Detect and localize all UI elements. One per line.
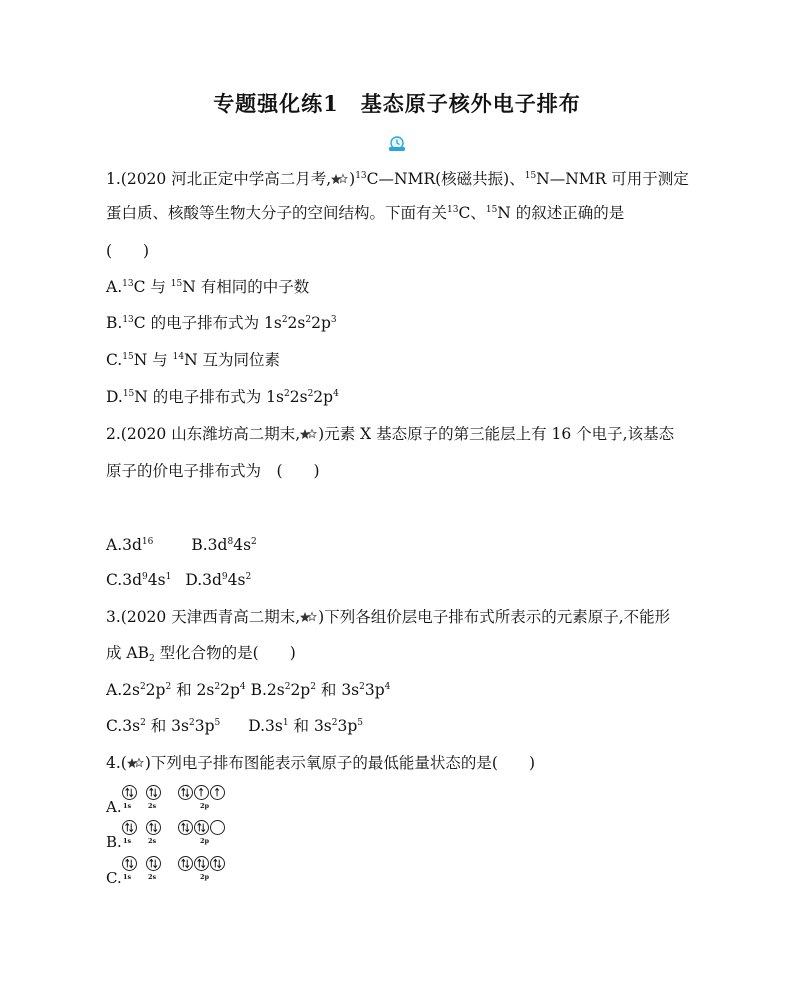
q3-option-a[interactable]: $A.2s^22p^2$ 和 $2s^22p^4$ <box>106 681 246 699</box>
orbital-label: 2s <box>148 802 157 810</box>
orbital-label: 2p <box>200 802 210 810</box>
q4-stem: 4.( )下列电子排布图能表示氧原子的最低能量状态的是( ) <box>106 754 535 772</box>
q2-stem-line1: 2.(2020 山东潍坊高二期末, )元素 X 基态原子的第三能层上有 16 个电子,该基态 <box>106 425 675 443</box>
orbital-up <box>210 785 225 800</box>
page-title: 专题强化练1 基态原子核外电子排布 <box>213 91 581 116</box>
q3-stem-line1: 3.(2020 天津西青高二期末, )下列各组价层电子排布式所表示的元素原子,不能形 <box>106 608 671 626</box>
option-letter: B. <box>106 833 122 851</box>
option-letter: C. <box>106 869 122 887</box>
electron-arrow-icon <box>211 857 224 870</box>
electron-arrow-icon <box>195 857 208 870</box>
q1-stem-line2: 蛋白质、核酸等生物大分子的空间结构。下面有关$^{13}$C、$^{15}$N 的叙述正确的是 <box>106 204 625 222</box>
electron-arrow-icon <box>179 857 192 870</box>
electron-arrow-icon <box>195 821 208 834</box>
orbital-label: 1s <box>123 837 132 845</box>
orbital-pair <box>122 856 137 871</box>
orbital-pair <box>194 820 209 835</box>
electron-arrow-icon <box>179 786 192 799</box>
orbital-pair <box>178 820 193 835</box>
q2-option-d[interactable]: $D.3d^94s^2$ <box>185 571 252 589</box>
q3-options-row1 <box>106 680 390 700</box>
q1-option-d[interactable]: D.$^{15}$N 的电子排布式为 $1s^22s^22p^4$ <box>106 388 339 406</box>
q3-option-d[interactable]: $D.3s^1$ 和 $3s^23p^5$ <box>248 717 364 735</box>
q1-stem-line1: 1.(2020 河北正定中学高二月考, )$^{13}$C—NMR(核磁共振)、$^{15}$N—NMR 可用于测定 <box>106 170 689 188</box>
orbital-label: 2p <box>200 873 210 881</box>
q2-stem-line2: 原子的价电子排布式为 ( ) <box>106 462 320 480</box>
orbital-pair <box>178 785 193 800</box>
orbital-label: 2s <box>148 873 157 881</box>
q3-stem-line2: 成 $AB_2$ 型化合物的是( ) <box>106 644 296 664</box>
orbital-label: 1s <box>123 802 132 810</box>
orbital-pair <box>146 820 161 835</box>
orbital-pair <box>210 856 225 871</box>
q1-option-a[interactable]: A.$^{13}$C 与 $^{15}$N 有相同的中子数 <box>106 278 310 296</box>
electron-arrow-icon <box>147 857 160 870</box>
orbital-label: 2s <box>148 837 157 845</box>
q1-answer-paren: ( ) <box>106 242 150 260</box>
orbital-pair <box>146 785 161 800</box>
orbital-pair <box>122 785 137 800</box>
orbital-pair <box>194 856 209 871</box>
electron-arrow-icon <box>123 857 136 870</box>
orbital-pair <box>146 856 161 871</box>
electron-arrow-icon <box>195 786 208 799</box>
orbital-label: 2p <box>200 837 210 845</box>
difficulty-star-icon <box>331 173 349 185</box>
orbital-empty <box>210 820 225 835</box>
q2-option-a[interactable]: $A.3d^{16}$ <box>106 536 154 554</box>
difficulty-star-icon <box>127 757 145 769</box>
electron-arrow-icon <box>147 821 160 834</box>
electron-arrow-icon <box>211 786 224 799</box>
difficulty-star-icon <box>300 428 318 440</box>
electron-arrow-icon <box>147 786 160 799</box>
orbital-up <box>194 785 209 800</box>
orbital-pair <box>122 820 137 835</box>
orbital-pair <box>178 856 193 871</box>
q2-option-c[interactable]: $C.3d^94s^1$ <box>106 571 172 589</box>
option-letter: A. <box>106 798 122 816</box>
electron-arrow-icon <box>123 821 136 834</box>
q2-options-row1 <box>106 535 257 555</box>
clock-badge-icon <box>386 136 408 152</box>
difficulty-star-icon <box>300 611 318 623</box>
q1-option-b[interactable]: B.$^{13}$C 的电子排布式为 $1s^22s^22p^3$ <box>106 314 337 332</box>
q2-option-b[interactable]: $B.3d^84s^2$ <box>191 536 257 554</box>
q3-option-c[interactable]: $C.3s^2$ 和 $3s^23p^5$ <box>106 717 221 735</box>
electron-arrow-icon <box>179 821 192 834</box>
q3-option-b[interactable]: $B.2s^22p^2$ 和 $3s^23p^4$ <box>245 681 391 699</box>
electron-arrow-icon <box>123 786 136 799</box>
q1-option-c[interactable]: C.$^{15}$N 与 $^{14}$N 互为同位素 <box>106 351 281 369</box>
q3-options-row2 <box>106 716 363 736</box>
q2-options-row2 <box>106 570 251 590</box>
orbital-label: 1s <box>123 873 132 881</box>
